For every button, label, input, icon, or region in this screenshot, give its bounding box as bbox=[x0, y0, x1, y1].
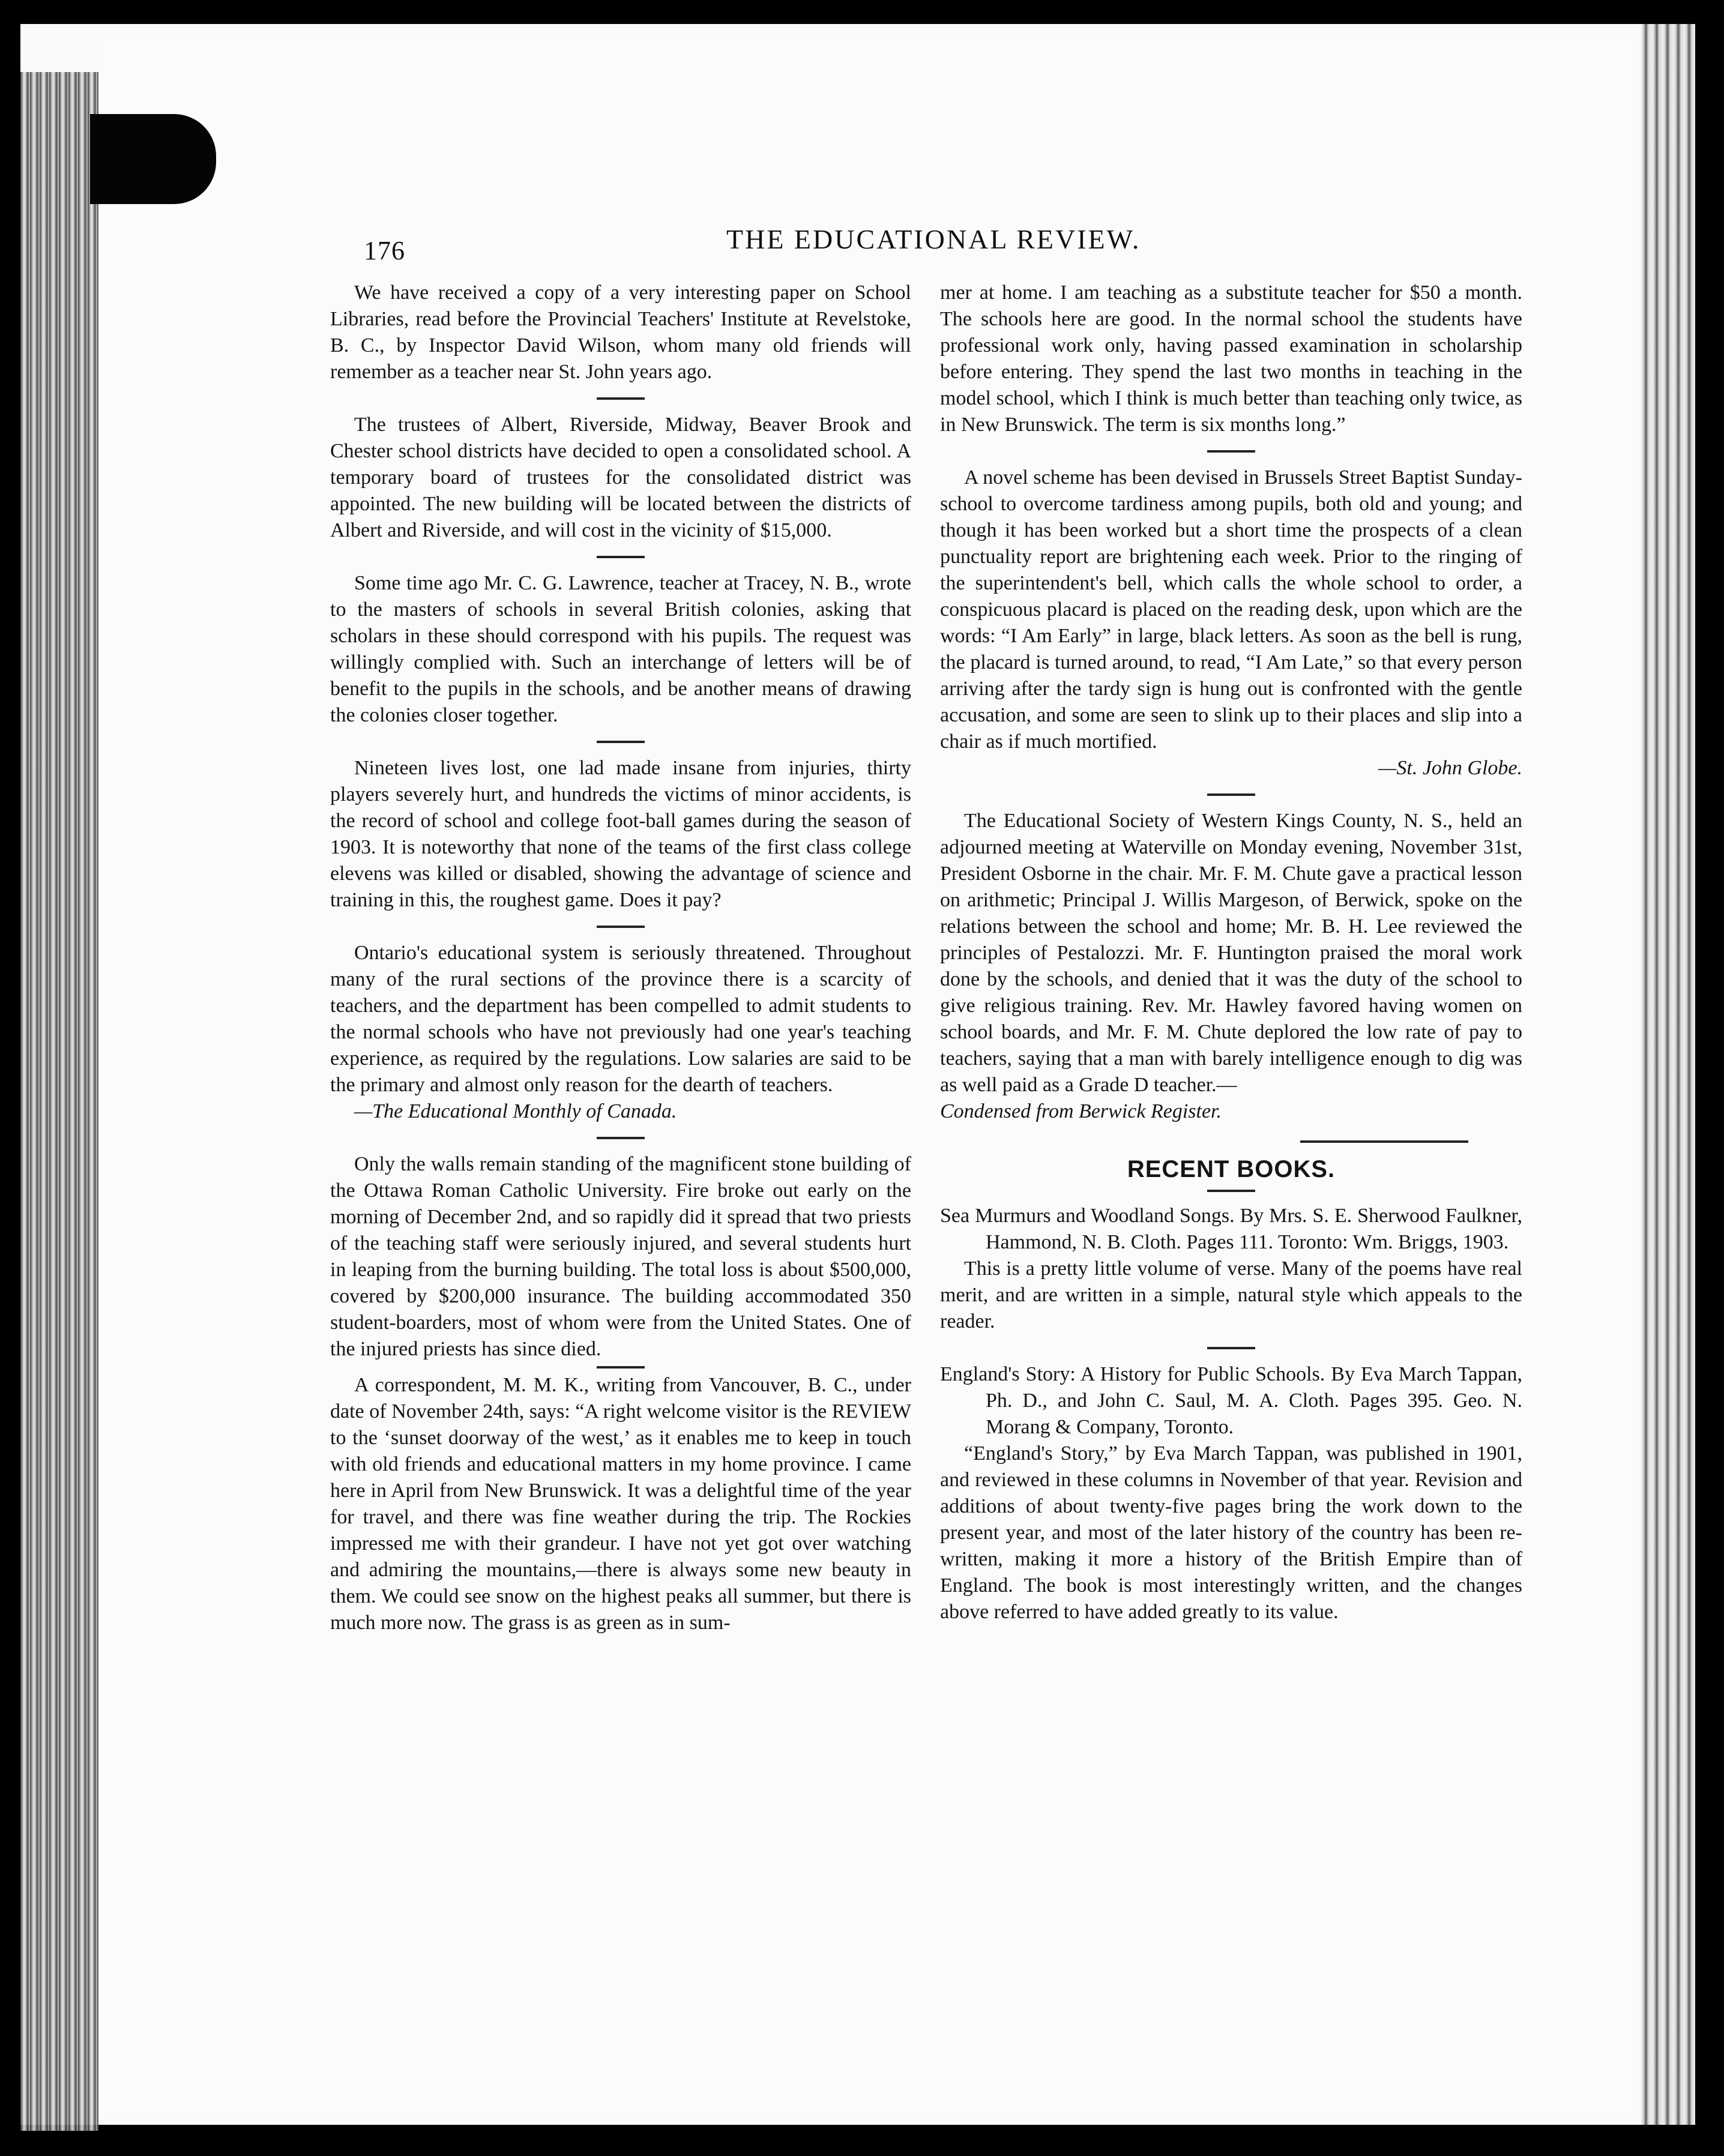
section-title: RECENT BOOKS. bbox=[1127, 1156, 1336, 1182]
article-paragraph: Only the walls remain standing of the magnificent stone building of the Ottawa Roman Catholic University. Fire broke out early on the morning of December 2nd, and so rapidly did it spread that two priests of the teaching staff were seriously injured, and several students hurt in leaping from the burning building. The total loss is about $500,000, covered by $200,000 insurance. The building accommodated 350 student-boarders, most of whom were from the United States. One of the injured priests has since died. bbox=[330, 1153, 911, 1360]
article-paragraph: The trustees of Albert, Riverside, Midway, Beaver Brook and Chester school districts have decided to open a consolidated school. A temporary board of trustees for the consolidated district was appointed. The new building will be located between the districts of Albert and Riverside, and will cost in the vicinity of $15,000. bbox=[330, 414, 911, 541]
separator-rule bbox=[597, 397, 645, 400]
separator-rule bbox=[597, 926, 645, 928]
book-citation: Sea Murmurs and Woodland Songs. By Mrs. S. E. Sherwood Faulkner, Hammond, N. B. Cloth. Pages 111. Toronto: Wm. Briggs, 1903. bbox=[940, 1205, 1522, 1253]
article-source: Condensed from Berwick Register. bbox=[940, 1100, 1222, 1122]
section-rule bbox=[1300, 1140, 1468, 1143]
book-page-edges-left bbox=[20, 72, 98, 2131]
article-paragraph: Some time ago Mr. C. G. Lawrence, teacher at Tracey, N. B., wrote to the masters of schools in several British colonies, asking that scholars in these should correspond with his pupils. The request was willingly complied with. Such an interchange of letters will be of benefit to the pupils in the schools, and be another means of drawing the colonies closer together. bbox=[330, 572, 911, 726]
separator-rule bbox=[1207, 1190, 1255, 1192]
separator-rule bbox=[1207, 1347, 1255, 1349]
running-head bbox=[0, 221, 1724, 269]
separator-rule bbox=[597, 1366, 645, 1369]
separator-rule bbox=[1207, 450, 1255, 453]
binding-clip bbox=[90, 114, 216, 204]
article-source: —St. John Globe. bbox=[1378, 757, 1522, 779]
book-page-edges-right bbox=[1641, 24, 1695, 2125]
book-review: This is a pretty little volume of verse. Many of the poems have real merit, and are written in a simple, natural style which appeals to the reader. bbox=[940, 1257, 1522, 1332]
right-column bbox=[940, 280, 1522, 1625]
article-paragraph: A novel scheme has been devised in Brussels Street Baptist Sunday-school to overcome tardiness among pupils, both old and young; and though it has been worked but a short time the prospects of a clean punctuality report are brightening each week. Prior to the ringing of the superintendent's bell, which calls the whole school to order, a conspicuous placard is placed on the reading desk, upon which are the words: “I Am Early” in large, black letters. As soon as the bell is rung, the placard is turned around, to read, “I Am Late,” so that every person arriving after the tardy sign is hung out is confronted with the gentle accusation, and some are seen to slink up to their places and slip into a chair as if much mortified. bbox=[940, 466, 1522, 753]
article-paragraph: A correspondent, M. M. K., writing from Vancouver, B. C., under date of November 24th, says: “A right welcome visitor is the REVIEW to the ‘sunset doorway of the west,’ as it enables me to keep in touch with old friends and educational matters in my home province. I came here in April from New Brunswick. It was a delightful time of the year for travel, and there was fine weather during the trip. The Rockies impressed me with their grandeur. I have not yet got over watching and admiring the mountains,—there is always some new beauty in them. We could see snow on the highest peaks all summer, but there is much more now. The grass is as green as in sum- bbox=[330, 1374, 911, 1634]
article-paragraph: The Educational Society of Western Kings County, N. S., held an adjourned meeting at Waterville on Monday evening, November 31st, President Osborne in the chair. Mr. F. M. Chute gave a practical lesson on arithmetic; Principal J. Willis Margeson, of Berwick, spoke on the relations between the school and home; Mr. B. H. Lee reviewed the principles of Pestalozzi. Mr. F. Huntington praised the moral work done by the schools, and denied that it was the duty of the school to give religious training. Rev. Mr. Hawley favored having women on school boards, and Mr. F. M. Chute deplored the low rate of pay to teachers, saying that a man with barely intelligence enough to dig was as well paid as a Grade D teacher.— bbox=[940, 810, 1522, 1096]
page-number: 176 bbox=[364, 236, 405, 265]
article-paragraph: Ontario's educational system is seriously threatened. Throughout many of the rural sections of the province there is a scarcity of teachers, and the department has been compelled to admit students to the normal schools who have not previously had one year's teaching experience, as required by the regulations. Low salaries are said to be the primary and almost only reason for the dearth of teachers. bbox=[330, 942, 911, 1096]
article-paragraph: We have received a copy of a very interesting paper on School Libraries, read before the Provincial Teachers' Institute at Revelstoke, B. C., by Inspector David Wilson, whom many old friends will remember as a teacher near St. John years ago. bbox=[330, 282, 911, 383]
left-column bbox=[330, 280, 911, 1636]
article-paragraph: Nineteen lives lost, one lad made insane from injuries, thirty players severely hurt, and hundreds the victims of minor accidents, is the record of school and college foot-ball games during the season of 1903. It is noteworthy that none of the teams of the first class college elevens was killed or disabled, showing the advantage of science and training in this, the roughest game. Does it pay? bbox=[330, 757, 911, 911]
book-citation: England's Story: A History for Public Schools. By Eva March Tappan, Ph. D., and John C. Saul, M. A. Cloth. Pages 395. Geo. N. Morang & Company, Toronto. bbox=[940, 1363, 1522, 1438]
journal-title: THE EDUCATIONAL REVIEW. bbox=[726, 224, 1141, 254]
separator-rule bbox=[1207, 793, 1255, 796]
article-paragraph: mer at home. I am teaching as a substitute teacher for $50 a month. The schools here are good. In the normal school the students have professional work only, having passed examination in scholarship before entering. They spend the last two months in teaching in the model school, which I think is much better than teaching only twice, as in New Brunswick. The term is six months long.” bbox=[940, 282, 1522, 436]
separator-rule bbox=[597, 1137, 645, 1139]
separator-rule bbox=[597, 556, 645, 558]
article-source: —The Educational Monthly of Canada. bbox=[354, 1100, 677, 1122]
separator-rule bbox=[597, 741, 645, 743]
book-review: “England's Story,” by Eva March Tappan, was published in 1901, and reviewed in these columns in November of that year. Revision and additions of about twenty-five pages bring the work down to the present year, and most of the later history of the country has been re-written, making it more a history of the British Empire than of England. The book is most interestingly written, and the changes above referred to have added greatly to its value. bbox=[940, 1442, 1522, 1623]
